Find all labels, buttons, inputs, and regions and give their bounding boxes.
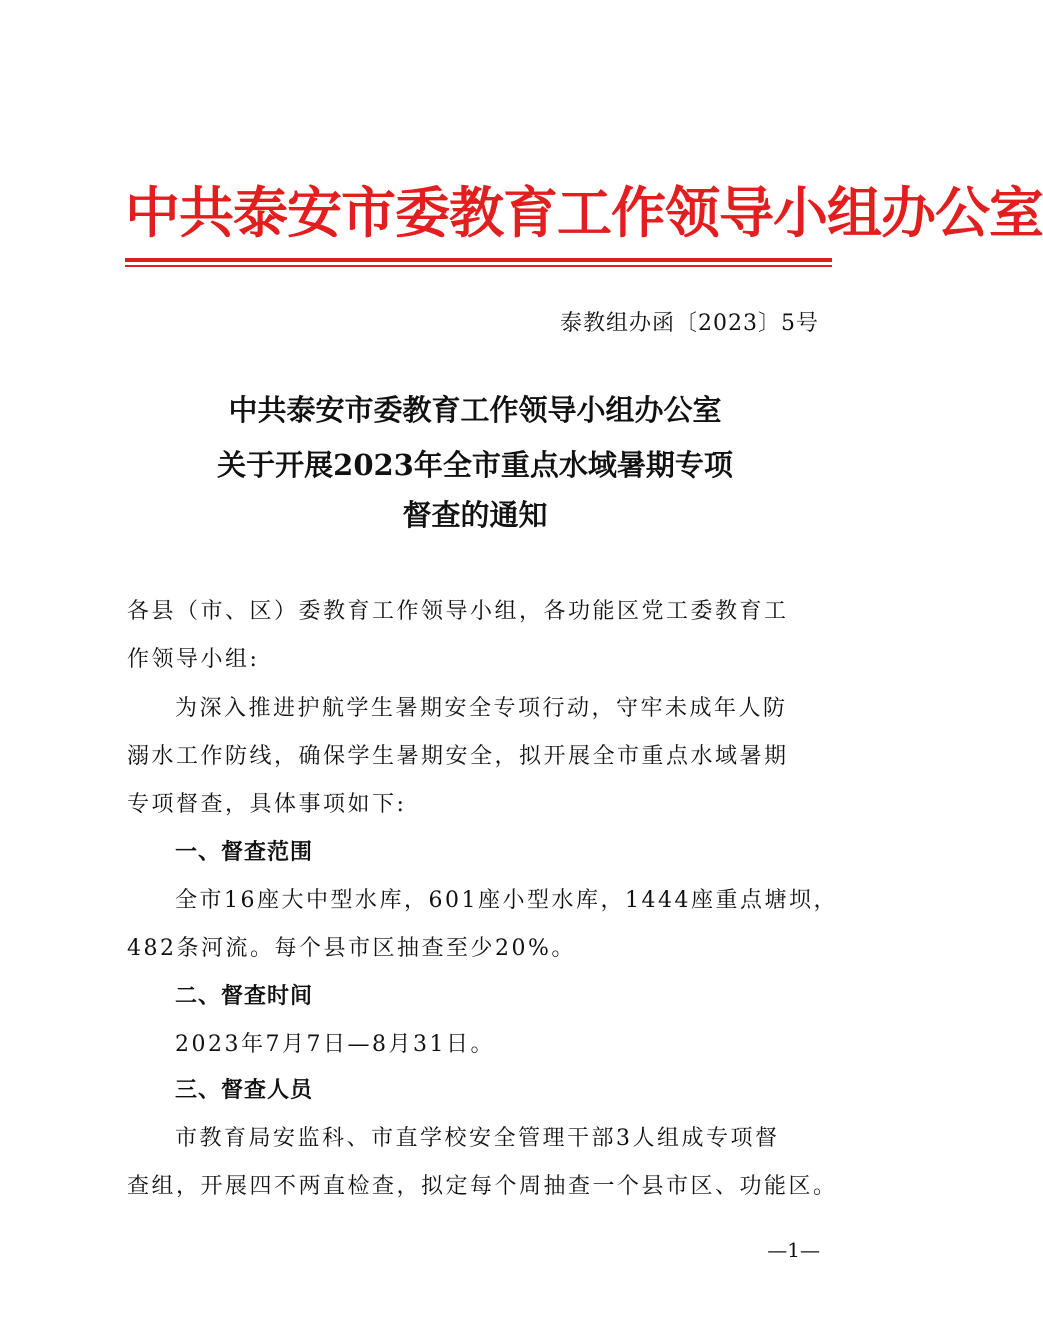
salutation-line-2: 作领导小组:: [127, 647, 260, 672]
time-line-1: 2023年7月7日—8月31日。: [175, 1032, 495, 1057]
section-heading-time: 二、督查时间: [175, 984, 314, 1009]
masthead-organization: 中共泰安市委教育工作领导小组办公室: [125, 181, 1043, 245]
salutation-line-1: 各县（市、区）委教育工作领导小组，各功能区党工委教育工: [127, 599, 789, 624]
page-number: —1—: [767, 1238, 820, 1262]
scope-line-1: 全市16座大中型水库，601座小型水库，1444座重点塘坝，: [175, 888, 838, 913]
title-line-2: 关于开展2023年全市重点水域暑期专项: [217, 448, 733, 482]
personnel-line-2: 查组，开展四不两直检查，拟定每个周抽查一个县市区、功能区。: [127, 1174, 838, 1199]
masthead-rule-thick: [125, 258, 832, 262]
title-line-1: 中共泰安市委教育工作领导小组办公室: [228, 393, 722, 427]
intro-line-2: 溺水工作防线，确保学生暑期安全，拟开展全市重点水域暑期: [127, 744, 789, 769]
section-heading-personnel: 三、督查人员: [175, 1078, 314, 1103]
scope-line-2: 482条河流。每个县市区抽查至少20%。: [127, 936, 576, 961]
section-heading-scope: 一、督查范围: [175, 840, 314, 865]
document-number: 泰教组办函〔2023〕5号: [560, 311, 819, 336]
intro-line-1: 为深入推进护航学生暑期安全专项行动，守牢未成年人防: [175, 696, 788, 721]
personnel-line-1: 市教育局安监科、市直学校安全管理干部3人组成专项督: [175, 1126, 780, 1151]
title-line-3: 督查的通知: [402, 498, 548, 532]
masthead-rule-thin: [125, 265, 832, 267]
intro-line-3: 专项督查，具体事项如下:: [127, 792, 407, 817]
